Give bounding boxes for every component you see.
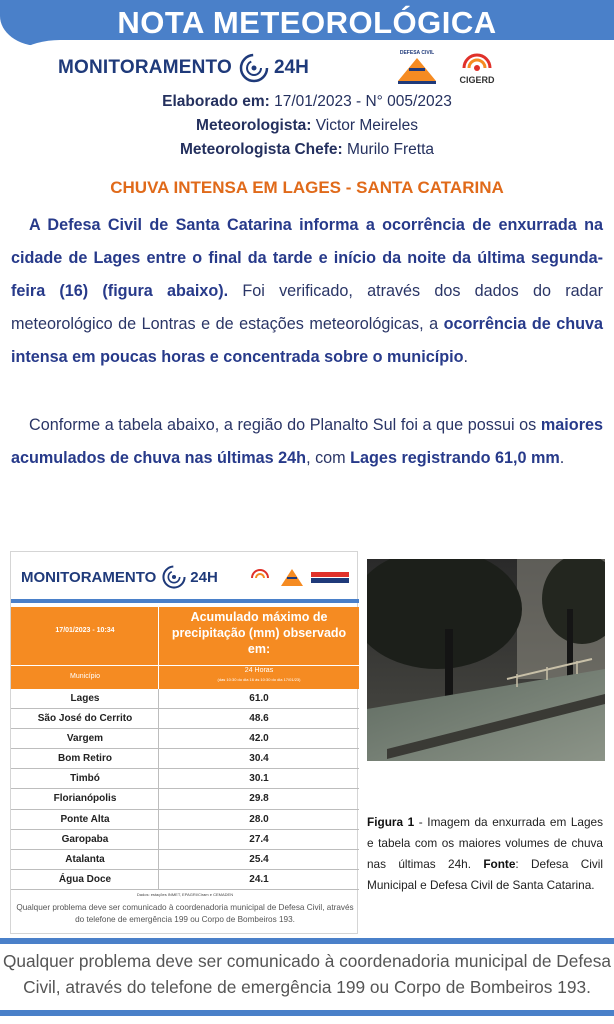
logo-24h: 24H bbox=[273, 57, 309, 78]
footer-band-top bbox=[0, 938, 614, 944]
logo-text: MONITORAMENTO bbox=[58, 57, 232, 78]
table-logo-bar bbox=[11, 599, 359, 603]
p1-text-2: . bbox=[463, 348, 468, 366]
paragraph-1 bbox=[11, 209, 603, 374]
row-city: Bom Retiro bbox=[58, 753, 112, 765]
row-value: 28.0 bbox=[249, 813, 269, 825]
table-defesa-civil-icon bbox=[279, 564, 305, 590]
caption-fonte-text: : Defesa Civil Municipal e Defesa Civil de Santa Catarina. bbox=[367, 857, 603, 892]
elaborado-line bbox=[0, 93, 614, 111]
row-value: 29.8 bbox=[249, 793, 269, 805]
p2-text-2: , com bbox=[306, 449, 351, 467]
page-title: NOTA METEOROLÓGICA bbox=[117, 5, 497, 40]
table-footer: Qualquer problema deve ser comunicado à coordenadoria municipal de Defesa Civil, através do telefone de emergência 199 ou Corpo de Bombeiros 193. bbox=[16, 903, 354, 924]
table-logo-text: MONITORAMENTO bbox=[21, 568, 157, 586]
table-row bbox=[11, 789, 359, 809]
p2-text-3: . bbox=[559, 449, 565, 467]
row-value: 48.6 bbox=[249, 713, 269, 725]
table-col-municipio: Município bbox=[70, 673, 100, 680]
row-city: Florianópolis bbox=[53, 793, 117, 805]
p1-text-1: Foi verificado, através dos dados do radar meteorológico de Lontras e de estações meteorológicas, a bbox=[11, 282, 604, 333]
paragraph-2 bbox=[11, 409, 603, 475]
meteorologista-line bbox=[0, 117, 614, 135]
row-city: São José do Cerrito bbox=[37, 713, 133, 725]
row-city: Água Doce bbox=[58, 873, 112, 885]
table-col-24h-sub: (das 10:30 do dia 16 às 10:30 do dia 17/01/23) bbox=[217, 677, 301, 682]
caption-fig-label: Figura 1 bbox=[367, 815, 415, 829]
table-governo-sc-icon bbox=[309, 564, 351, 590]
table-row bbox=[11, 870, 359, 890]
table-ring-icon bbox=[161, 564, 187, 590]
table-source: Dados: estações INMET, EPAGRI/Ciram e CEMADEN bbox=[136, 892, 234, 897]
table-logo bbox=[21, 562, 218, 592]
row-city: Vargem bbox=[66, 733, 104, 745]
table-row bbox=[11, 850, 359, 870]
monitoramento-logo bbox=[58, 50, 309, 86]
flood-photo bbox=[367, 559, 605, 761]
p2-bold-2: Lages registrando 61,0 mm bbox=[350, 449, 560, 467]
table-row bbox=[11, 729, 359, 749]
p1-bold-2: ocorrência de chuva intensa em poucas horas e concentrada sobre o município bbox=[11, 315, 603, 366]
defesa-civil-label: DEFESA CIVIL bbox=[399, 50, 435, 56]
chefe-label: Meteorologista Chefe: bbox=[179, 141, 343, 158]
row-city: Garopaba bbox=[61, 833, 109, 845]
row-city: Timbó bbox=[70, 773, 100, 785]
table-cigerd-icon bbox=[247, 564, 273, 590]
chefe-value: Murilo Fretta bbox=[342, 141, 435, 158]
table-col-24h: 24 Horas bbox=[244, 667, 274, 674]
rainfall-table-image bbox=[10, 551, 358, 934]
meteorologista-label: Meteorologista: bbox=[196, 117, 312, 134]
row-city: Atalanta bbox=[65, 853, 105, 865]
row-city: Lages bbox=[70, 693, 100, 704]
monitoring-ring-icon bbox=[238, 52, 270, 84]
row-city: Ponte Alta bbox=[60, 813, 110, 825]
row-value: 30.4 bbox=[249, 753, 269, 765]
row-value: 42.0 bbox=[249, 733, 269, 745]
row-value: 24.1 bbox=[249, 873, 269, 885]
table-row bbox=[11, 769, 359, 789]
chefe-line bbox=[0, 141, 614, 159]
p1-bold-1: A Defesa Civil de Santa Catarina informa a ocorrência de enxurrada na cidade de Lages entre o final da tarde e início da noite da última segunda-feira (16) (figura abaixo). bbox=[11, 216, 603, 300]
headline: CHUVA INTENSA EM LAGES - SANTA CATARINA bbox=[110, 178, 504, 197]
elaborado-label: Elaborado em: bbox=[162, 93, 270, 110]
table-logo-24h: 24H bbox=[190, 568, 218, 586]
p2-bold-1: maiores acumulados de chuva nas últimas 24h bbox=[11, 416, 603, 467]
table-row bbox=[11, 709, 359, 729]
table-row bbox=[11, 749, 359, 769]
row-value: 25.4 bbox=[249, 853, 269, 865]
row-value: 61.0 bbox=[249, 693, 269, 704]
elaborado-value: 17/01/2023 - N° 005/2023 bbox=[269, 93, 452, 110]
footer-band-bottom bbox=[0, 1010, 614, 1016]
row-value: 27.4 bbox=[249, 833, 269, 845]
meteorologista-value: Victor Meireles bbox=[311, 117, 418, 134]
table-row bbox=[11, 810, 359, 830]
table-rows bbox=[11, 689, 359, 890]
figure-caption bbox=[367, 812, 603, 896]
caption-fig-text: - Imagem da enxurrada em Lages e tabela com os maiores volumes de chuva nas últimas 24h. bbox=[367, 815, 604, 871]
caption-fonte-label: Fonte bbox=[483, 857, 516, 871]
footer-text: Qualquer problema deve ser comunicado à coordenadoria municipal de Defesa Civil, através do telefone de emergência 199 ou Corpo de Bombeiros 193. bbox=[2, 951, 612, 997]
table-date: 17/01/2023 - 10:34 bbox=[55, 627, 115, 634]
row-value: 30.1 bbox=[249, 773, 269, 785]
table-row bbox=[11, 830, 359, 850]
table-row bbox=[11, 689, 359, 709]
p2-text-1: Conforme a tabela abaixo, a região do Planalto Sul foi a que possui os bbox=[29, 416, 541, 434]
cigerd-label: CIGERD bbox=[459, 75, 495, 85]
table-accum-title: Acumulado máximo de precipitação (mm) observado em: bbox=[171, 610, 347, 656]
